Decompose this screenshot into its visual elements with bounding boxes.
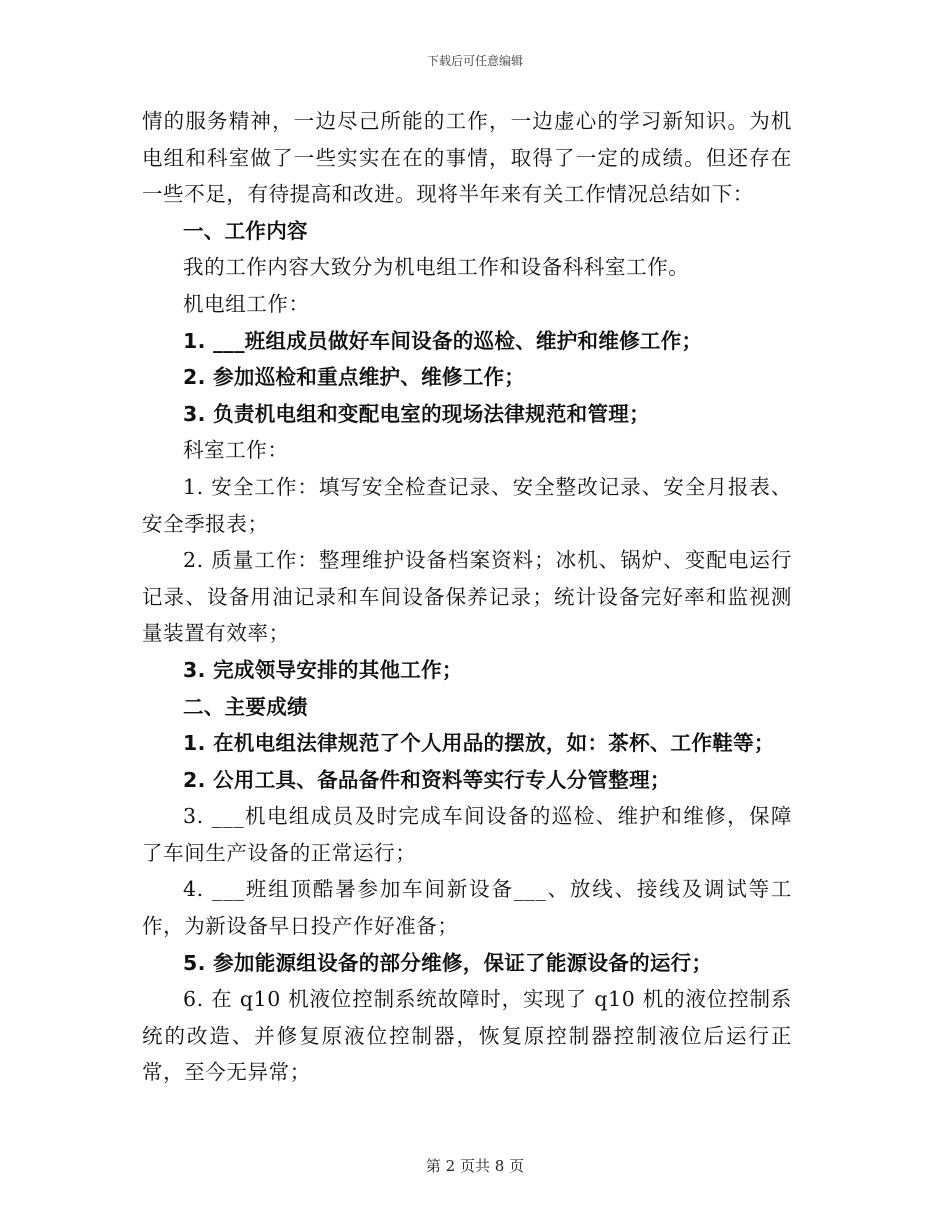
list-item-office-1: 1. 安全工作：填写安全检查记录、安全整改记录、安全月报表、安全季报表；	[142, 474, 792, 536]
paragraph-intro-continuation: 情的服务精神，一边尽己所能的工作，一边虚心的学习新知识。为机电组和科室做了一些实实在在的事情，取得了一定的成绩。但还存在一些不足，有待提高和改进。现将半年来有关工作情况总结如下：	[142, 109, 792, 207]
page-header: 下载后可任意编辑	[426, 54, 523, 68]
list-item-em-2: 2. 参加巡检和重点维护、维修工作；	[183, 365, 526, 390]
section-heading-work-content: 一、工作内容	[183, 218, 308, 243]
list-item-office-2: 2. 质量工作：整理维护设备档案资料；冰机、锅炉、变配电运行记录、设备用油记录和车间设备保养记录；统计设备完好率和监视测量装置有效率；	[142, 548, 792, 646]
list-item-office-3: 3. 完成领导安排的其他工作；	[183, 657, 463, 682]
list-item-achievement-4: 4. ___班组顶酷暑参加车间新设备___、放线、接线及调试等工作，为新设备早日投产作好准备；	[142, 877, 792, 939]
list-item-em-3: 3. 负责机电组和变配电室的现场法律规范和管理；	[183, 401, 650, 426]
paragraph-work-overview: 我的工作内容大致分为机电组工作和设备科科室工作。	[183, 255, 690, 280]
subheading-office-work: 科室工作：	[183, 438, 289, 463]
list-item-achievement-6: 6. 在 q10 机液位控制系统故障时，实现了 q10 机的液位控制系统的改造、并修复原液位控制器，恢复原控制器控制液位后运行正常，至今无异常；	[142, 987, 792, 1085]
document-body	[142, 103, 792, 1091]
page-footer: 第 2 页共 8 页	[425, 1157, 525, 1175]
section-heading-achievements: 二、主要成绩	[183, 694, 308, 719]
list-item-achievement-5: 5. 参加能源组设备的部分维修，保证了能源设备的运行；	[183, 950, 713, 975]
list-item-achievement-1: 1. 在机电组法律规范了个人用品的摆放，如：茶杯、工作鞋等；	[183, 731, 775, 756]
list-item-em-1: 1. ___班组成员做好车间设备的巡检、维护和维修工作；	[183, 328, 703, 353]
list-item-achievement-2: 2. 公用工具、备品备件和资料等实行专人分管整理；	[183, 767, 671, 792]
subheading-electromechanical-work: 机电组工作：	[183, 291, 310, 316]
list-item-achievement-3: 3. ___机电组成员及时完成车间设备的巡检、维护和维修，保障了车间生产设备的正常运行；	[142, 804, 792, 865]
